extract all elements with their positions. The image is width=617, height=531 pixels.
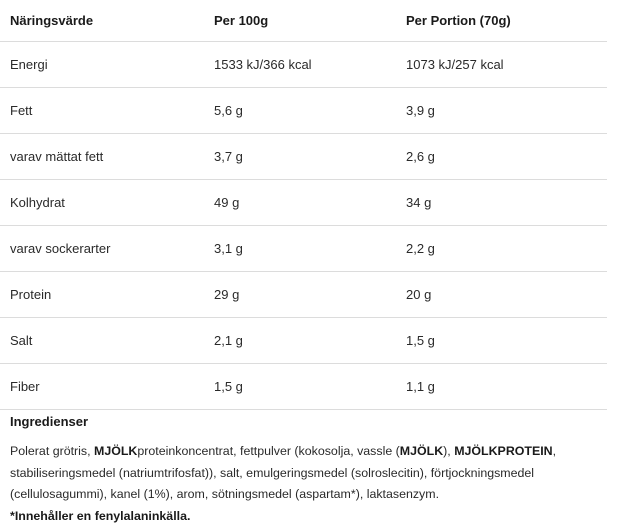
table-row <box>0 364 607 410</box>
nutrient-name-cell: Fett <box>0 88 204 134</box>
nutrient-name-cell: varav mättat fett <box>0 134 204 180</box>
per-100g-cell: 3,7 g <box>204 134 396 180</box>
per-100g-cell: 5,6 g <box>204 88 396 134</box>
allergen-highlight: MJÖLKPROTEIN <box>454 444 553 458</box>
header-per-100g: Per 100g <box>204 0 396 42</box>
per-portion-cell: 1,5 g <box>396 318 607 364</box>
ingredient-text-segment: , stabiliseringsmedel (natriumtrifosfat)), salt, emulgeringsmedel (solroslecitin), förtjockningsmedel (cellulosagummi), kanel (1%), arom, sötningsmedel (aspartam*), laktasenzym. <box>10 444 557 501</box>
per-portion-cell: 20 g <box>396 272 607 318</box>
ingredient-text-segment: proteinkoncentrat, fettpulver (kokosolja, vassle ( <box>137 444 400 458</box>
per-portion-cell: 1,1 g <box>396 364 607 410</box>
ingredients-title: Ingredienser <box>10 414 89 429</box>
ingredient-text-segment: Polerat grötris, <box>10 444 95 458</box>
nutrient-name-cell: varav sockerarter <box>0 226 204 272</box>
table-row <box>0 88 607 134</box>
nutrient-name-cell: Salt <box>0 318 204 364</box>
nutrient-name-cell: Kolhydrat <box>0 180 204 226</box>
per-100g-cell: 49 g <box>204 180 396 226</box>
per-100g-cell: 29 g <box>204 272 396 318</box>
nutrient-name-cell: Fiber <box>0 364 204 410</box>
header-per-portion: Per Portion (70g) <box>396 0 607 42</box>
table-row <box>0 272 607 318</box>
nutrient-name-cell: Protein <box>0 272 204 318</box>
ingredient-text-segment: ), <box>443 444 455 458</box>
per-100g-cell: 1,5 g <box>204 364 396 410</box>
nutrition-table-body <box>0 42 607 410</box>
allergen-highlight: MJÖLK <box>94 444 138 458</box>
table-header-row <box>0 0 607 42</box>
nutrient-name-cell: Energi <box>0 42 204 88</box>
per-portion-cell: 2,2 g <box>396 226 607 272</box>
per-portion-cell: 1073 kJ/257 kcal <box>396 42 607 88</box>
table-row <box>0 42 607 88</box>
table-row <box>0 134 607 180</box>
per-100g-cell: 1533 kJ/366 kcal <box>204 42 396 88</box>
per-portion-cell: 3,9 g <box>396 88 607 134</box>
table-row <box>0 318 607 364</box>
allergen-highlight: MJÖLK <box>399 444 444 458</box>
ingredients-note: *Innehåller en fenylalaninkälla. <box>10 508 191 523</box>
ingredients-text <box>10 441 610 506</box>
header-nutrient: Näringsvärde <box>0 0 204 42</box>
per-100g-cell: 3,1 g <box>204 226 396 272</box>
per-portion-cell: 34 g <box>396 180 607 226</box>
per-100g-cell: 2,1 g <box>204 318 396 364</box>
per-portion-cell: 2,6 g <box>396 134 607 180</box>
table-row <box>0 226 607 272</box>
table-row <box>0 180 607 226</box>
ingredients-section <box>10 412 610 527</box>
